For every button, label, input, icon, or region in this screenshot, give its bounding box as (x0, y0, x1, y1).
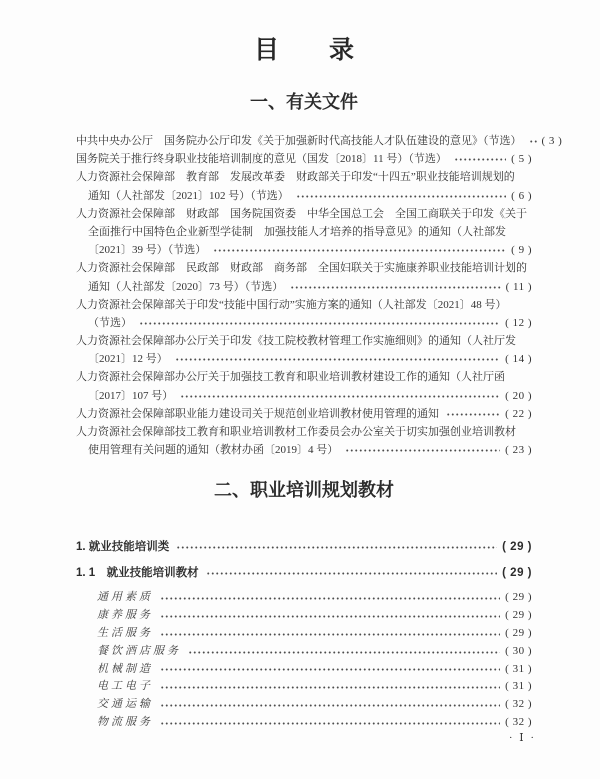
toc-line (76, 607, 532, 625)
toc-line (76, 132, 563, 150)
toc-line-text: 人力资源社会保障部办公厅关于印发《技工院校教材管理工作实施细则》的通知（人社厅发 (76, 335, 516, 348)
toc-line-text: 生活服务 (97, 626, 153, 639)
toc-line-text: 人力资源社会保障部职业能力建设司关于规范创业培训教材使用管理的通知 (76, 407, 439, 420)
toc-line-text: 机械制造 (97, 662, 153, 675)
toc-line (76, 714, 532, 732)
toc-line-text: 人力资源社会保障部关于印发“技能中国行动”实施方案的通知（人社部发〔2021〕48 号） (76, 298, 507, 311)
toc-line-text: 人力资源社会保障部 财政部 国务院国资委 中华全国总工会 全国工商联关于印发《关于 (76, 207, 527, 220)
folio-page-number: · Ⅰ · (508, 732, 536, 744)
toc-line-text: 人力资源社会保障部技工教育和职业培训教材工作委员会办公室关于切实加强创业培训教材 (76, 426, 516, 438)
dot-leader (175, 357, 500, 362)
toc-line (76, 563, 532, 583)
toc-line (76, 696, 532, 714)
toc-section-training-textbooks (76, 537, 532, 731)
toc-page-number: ( 31 ) (505, 680, 532, 693)
dot-leader (290, 285, 500, 290)
toc-page-number: ( 11 ) (505, 280, 532, 293)
dot-leader (160, 703, 500, 708)
toc-page-number: ( 29 ) (502, 567, 532, 580)
toc-line-text: 通用素质 (97, 591, 153, 604)
toc-page-number: ( 29 ) (505, 591, 532, 604)
toc-line (76, 368, 532, 386)
section-heading-related-documents: 一、有关文件 (250, 92, 358, 112)
toc-page-number: ( 9 ) (511, 244, 532, 257)
toc-line-text: 人力资源社会保障部 教育部 发展改革委 财政部关于印发“十四五”职业技能培训规划的 (76, 171, 515, 184)
toc-page-number: ( 5 ) (511, 153, 532, 166)
toc-page-number: ( 6 ) (511, 189, 532, 202)
dot-leader (345, 448, 500, 453)
toc-line (76, 187, 532, 205)
section-heading-training-textbooks: 二、职业培训规划教材 (214, 480, 394, 501)
toc-line-text: 交通运输 (97, 698, 153, 711)
toc-line (76, 661, 532, 679)
dot-leader (176, 545, 497, 550)
toc-page-number: ( 30 ) (505, 644, 532, 657)
toc-page-number: ( 32 ) (505, 698, 532, 711)
toc-line-text: 使用管理有关问题的通知（教材办函〔2019〕4 号） (88, 444, 339, 457)
toc-line (76, 589, 532, 607)
toc-line (76, 332, 532, 350)
toc-line (76, 205, 532, 223)
toc-page-number: ( 14 ) (505, 353, 532, 366)
toc-line (76, 278, 532, 296)
toc-page-number: ( 3 ) (541, 135, 563, 147)
toc-line-text: 〔2021〕39 号）（节选） (88, 244, 207, 257)
toc-line (76, 405, 532, 423)
toc-line-text: （节选） (88, 316, 132, 329)
dot-leader (160, 614, 500, 619)
dot-leader (160, 685, 500, 690)
dot-leader (206, 571, 497, 576)
toc-line (76, 387, 532, 405)
toc-page-number: ( 31 ) (505, 662, 532, 675)
toc-line (76, 223, 532, 241)
toc-line-text: 〔2021〕12 号） (88, 353, 168, 366)
toc-line-text: 1. 1 就业技能培训教材 (76, 567, 199, 580)
toc-line-text: 人力资源社会保障部办公厅关于加强技工教育和职业培训教材建设工作的通知（人社厅函 (76, 371, 505, 384)
toc-line (76, 423, 532, 441)
toc-line (76, 350, 532, 368)
toc-line (76, 296, 532, 314)
toc-line (76, 150, 532, 168)
toc-line-text: 全面推行中国特色企业新型学徒制 加强技能人才培养的指导意见》的通知（人社部发 (88, 225, 506, 238)
dot-leader (160, 667, 500, 672)
toc-page-number: ( 12 ) (505, 316, 532, 329)
toc-line-text: 康养服务 (97, 609, 153, 622)
page-title: 目 录 (253, 37, 354, 64)
toc-line-text: 物流服务 (97, 715, 153, 728)
toc-page-number: ( 23 ) (505, 444, 532, 457)
dot-leader (296, 194, 506, 199)
toc-page-number: ( 29 ) (505, 609, 532, 622)
toc-line (76, 241, 532, 259)
toc-page-number: ( 20 ) (505, 389, 532, 402)
toc-line (76, 625, 532, 643)
toc-line-text: 通知（人社部发〔2021〕102 号）（节选） (88, 189, 289, 202)
dot-leader (160, 721, 500, 726)
dot-leader (139, 321, 500, 326)
toc-line (76, 678, 532, 696)
toc-line-text: 人力资源社会保障部 民政部 财政部 商务部 全国妇联关于实施康养职业技能培训计划的 (76, 262, 527, 275)
toc-line-text: 通知（人社部发〔2020〕73 号）（节选） (88, 280, 284, 293)
dot-leader (529, 139, 537, 144)
toc-page-number: ( 29 ) (502, 541, 532, 554)
toc-line-text: 餐饮酒店服务 (97, 644, 181, 657)
dot-leader (446, 412, 500, 417)
toc-line (76, 168, 532, 186)
toc-line-text: 电工电子 (97, 680, 153, 693)
toc-page-number: ( 32 ) (505, 715, 532, 728)
toc-line-text: 1. 就业技能培训类 (76, 541, 170, 554)
toc-line-text: 国务院关于推行终身职业技能培训制度的意见（国发〔2018〕11 号）（节选） (76, 153, 447, 166)
dot-leader (454, 157, 506, 162)
dot-leader (160, 632, 500, 637)
dot-leader (160, 596, 500, 601)
toc-page-number: ( 22 ) (505, 407, 532, 420)
toc-line (76, 259, 532, 277)
toc-line (76, 441, 532, 459)
dot-leader (180, 394, 500, 399)
dot-leader (188, 650, 500, 655)
dot-leader (213, 248, 506, 253)
toc-line (76, 537, 532, 557)
toc-line-text: 中共中央办公厅 国务院办公厅印发《关于加强新时代高技能人才队伍建设的意见》（节选） (76, 135, 522, 147)
toc-section-related-documents (76, 132, 563, 459)
toc-line (76, 643, 532, 661)
toc-line-text: 〔2017〕107 号） (88, 389, 174, 402)
toc-page-number: ( 29 ) (505, 626, 532, 639)
toc-line (76, 314, 532, 332)
